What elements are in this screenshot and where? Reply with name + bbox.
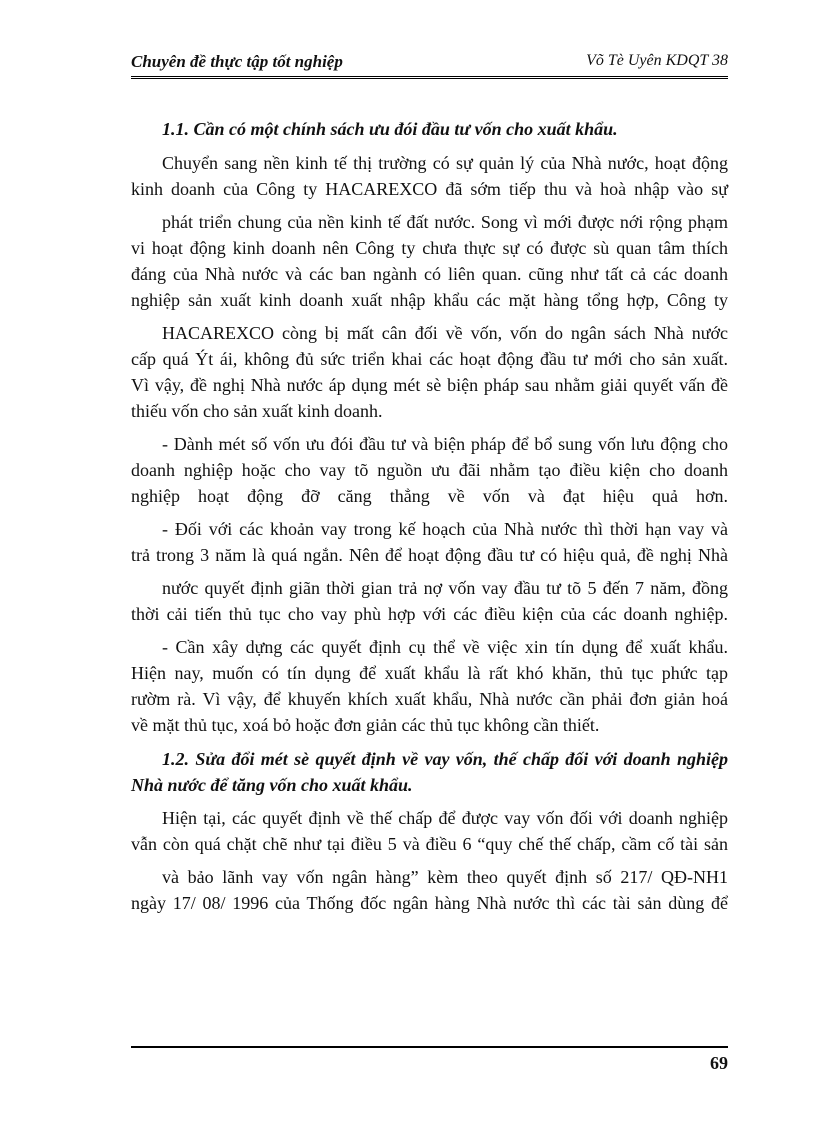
paragraph-line: thiếu vốn cho sản xuất kinh doanh. [131,401,383,421]
paragraph-line: Hiện tại, các quyết định về thế chấp để được vay vốn đối với doanh nghiệp [162,808,728,828]
page-header [131,50,728,76]
paragraph-line: rườm rà. Vì vậy, để khuyến khích xuất khẩu, Nhà nước cần phải đơn giản hoá [131,689,728,709]
paragraph-line: Chuyển sang nền kinh tế thị trường có sự quản lý của Nhà nước, hoạt động [162,153,728,173]
paragraph-line: - Cần xây dựng các quyết định cụ thể về việc xin tín dụng để xuất khẩu. [162,637,728,657]
paragraph-line: HACAREXCO còng bị mất cân đối về vốn, vốn do ngân sách Nhà nước [162,323,728,343]
paragraph-line: nghiệp hoạt động đỡ căng thẳng về vốn và đạt hiệu quả hơn. [131,486,728,506]
paragraph-line: đáng của Nhà nước và các ban ngành có liên quan. cũng như tất cả các doanh [131,264,728,284]
paragraph-line: doanh nghiệp hoặc cho vay tõ nguồn ưu đãi nhằm tạo điều kiện cho doanh [131,460,728,480]
section-heading: 1.2. Sửa đổi mét sè quyết định về vay vốn, thế chấp đối với doanh nghiệp [162,749,728,769]
header-rule [131,76,728,79]
paragraph-line: vi hoạt động kinh doanh nên Công ty chưa thực sự có được sù quan tâm thích [131,238,728,258]
paragraph-line: thời cải tiến thủ tục cho vay phù hợp với các điều kiện của các doanh nghiệp. [131,604,728,624]
section-heading: 1.1. Cần có một chính sách ưu đói đầu tư vốn cho xuất khẩu. [162,119,618,139]
paragraph-line: và bảo lãnh vay vốn ngân hàng” kèm theo quyết định số 217/ QĐ-NH1 [162,867,728,887]
paragraph-line: - Dành mét số vốn ưu đói đầu tư và biện pháp để bổ sung vốn lưu động cho [162,434,728,454]
header-title: Chuyên đề thực tập tốt nghiệp [131,52,343,71]
paragraph-line: phát triển chung của nền kinh tế đất nước. Song vì mới được nới rộng phạm [162,212,728,232]
header-author: Võ Tè Uyên KDQT 38 [586,52,728,69]
paragraph-line: về mặt thủ tục, xoá bỏ hoặc đơn giản các thủ tục không cần thiết. [131,715,600,735]
section-heading: Nhà nước để tăng vốn cho xuất khẩu. [131,775,413,795]
paragraph-line: kinh doanh của Công ty HACAREXCO đã sớm tiếp thu và hoà nhập vào sự [131,179,728,199]
paragraph-line: vẫn còn quá chặt chẽ như tại điều 5 và điều 6 “quy chế thế chấp, cầm cố tài sản [131,834,728,854]
paragraph-line: Hiện nay, muốn có tín dụng để xuất khẩu là rất khó khăn, thủ tục phức tạp [131,663,728,683]
paragraph-line: nghiệp sản xuất kinh doanh xuất nhập khẩu các mặt hàng tổng hợp, Công ty [131,290,728,310]
paragraph-line: ngày 17/ 08/ 1996 của Thống đốc ngân hàng Nhà nước thì các tài sản dùng để [131,893,728,913]
paragraph-line: trả trong 3 năm là quá ngắn. Nên để hoạt động đầu tư có hiệu quả, đề nghị Nhà [131,545,728,565]
footer-rule [131,1046,728,1048]
paragraph-line: cấp quá Ýt ái, không đủ sức triển khai các hoạt động đầu tư mới cho sản xuất. [131,349,728,369]
paragraph-line: Vì vậy, đề nghị Nhà nước áp dụng mét sè biện pháp sau nhằm giải quyết vấn đề [131,375,728,395]
paragraph-line: - Đối với các khoản vay trong kế hoạch của Nhà nước thì thời hạn vay và [162,519,728,539]
page-number: 69 [710,1053,728,1073]
paragraph-line: nước quyết định giãn thời gian trả nợ vốn vay đầu tư tõ 5 đến 7 năm, đồng [162,578,728,598]
